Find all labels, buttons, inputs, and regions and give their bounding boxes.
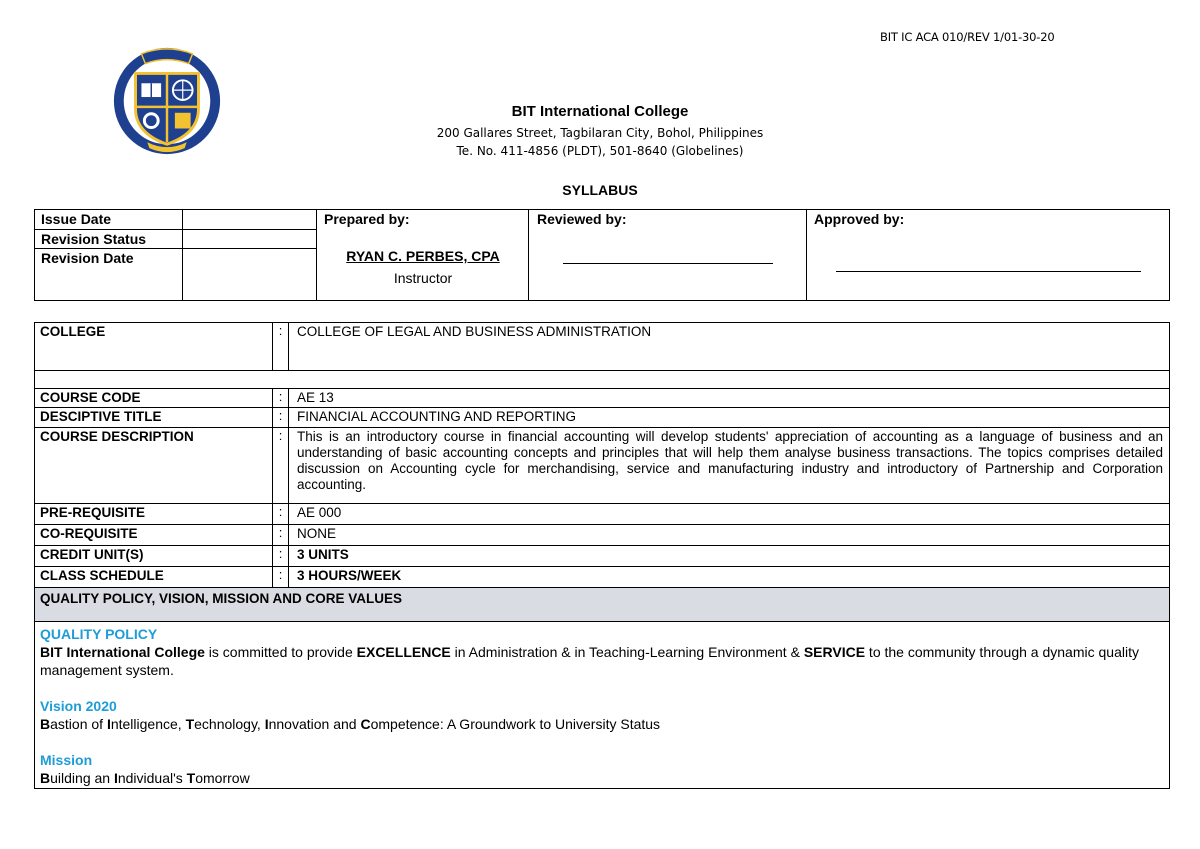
class-schedule-label: CLASS SCHEDULE — [40, 568, 164, 583]
quality-policy-heading: QUALITY POLICY — [40, 626, 158, 642]
college-name: BIT International College — [511, 103, 689, 120]
document-reference-code: BIT IC ACA 010/REV 1/01-30-20 — [880, 30, 1055, 44]
reviewer-signature-line — [563, 263, 773, 264]
class-schedule-value: 3 HOURS/WEEK — [297, 568, 402, 583]
table-row — [35, 525, 1169, 546]
colon-separator: : — [272, 567, 289, 587]
vision-heading: Vision 2020 — [40, 698, 117, 714]
preparer-title: Instructor — [393, 270, 453, 286]
colon-separator: : — [272, 525, 289, 545]
table-row — [35, 408, 1169, 428]
table-row — [35, 428, 1169, 504]
course-code-label: COURSE CODE — [40, 390, 141, 405]
mission-text: Building an Individual's Tomorrow — [40, 770, 250, 786]
table-row — [35, 389, 1169, 408]
table-row — [35, 323, 1169, 371]
value-column — [183, 210, 317, 300]
document-title: SYLLABUS — [562, 182, 638, 198]
course-description-value: This is an introductory course in financial accounting will develop students' appreciation of accounting as a language of business and an understanding of basic accounting concepts and principles that will help them analyse business transactions. The topics comprises detailed discussion on Accounting cycle for merchandising, service and manufacturing industry and introductory of Partnership and Corporation accounting. — [297, 429, 1163, 492]
corequisite-value: NONE — [297, 526, 337, 541]
vision-text: Bastion of Intelligence, Technology, Innovation and Competence: A Groundwork to University Status — [40, 716, 661, 732]
preparer-name: RYAN C. PERBES, CPA — [346, 248, 500, 264]
table-row-spacer — [35, 371, 1169, 389]
credit-units-label: CREDIT UNIT(S) — [40, 547, 144, 562]
course-info-table — [34, 322, 1170, 789]
table-row — [35, 504, 1169, 525]
course-description-label: COURSE DESCRIPTION — [40, 429, 194, 444]
table-row — [35, 546, 1169, 567]
college-seal-logo — [108, 40, 226, 158]
college-address: 200 Gallares Street, Tagbilaran City, Bohol, Philippines — [436, 126, 764, 140]
approver-signature-line — [836, 271, 1141, 272]
policy-section-title: QUALITY POLICY, VISION, MISSION AND CORE VALUES — [40, 591, 403, 606]
credit-units-value: 3 UNITS — [297, 547, 349, 562]
approved-by-label: Approved by: — [814, 211, 905, 227]
revision-date-label: Revision Date — [41, 250, 134, 266]
colon-separator: : — [272, 408, 289, 427]
quality-policy-text: BIT International College is committed to provide EXCELLENCE in Administration & in Teaching-Learning Environment & SERVICE to the community through a dynamic quality management system. — [40, 644, 1139, 678]
policy-section-header — [35, 588, 1169, 622]
colon-separator: : — [272, 323, 289, 370]
descriptive-title-label: DESCIPTIVE TITLE — [40, 409, 162, 424]
college-label: COLLEGE — [40, 324, 106, 339]
table-row — [35, 567, 1169, 588]
colon-separator: : — [272, 428, 289, 503]
approval-table — [34, 209, 1170, 301]
descriptive-title-value: FINANCIAL ACCOUNTING AND REPORTING — [297, 409, 577, 424]
reviewed-by-label: Reviewed by: — [537, 211, 627, 227]
issue-date-label: Issue Date — [41, 211, 112, 227]
course-code-value: AE 13 — [297, 390, 334, 405]
colon-separator: : — [272, 546, 289, 566]
college-value: COLLEGE OF LEGAL AND BUSINESS ADMINISTRATION — [297, 324, 652, 339]
corequisite-label: CO-REQUISITE — [40, 526, 138, 541]
college-contact: Te. No. 411-4856 (PLDT), 501-8640 (Globelines) — [456, 144, 744, 158]
mission-heading: Mission — [40, 752, 93, 768]
colon-separator: : — [272, 389, 289, 407]
revision-status-label: Revision Status — [41, 231, 147, 247]
prerequisite-value: AE 000 — [297, 505, 342, 520]
colon-separator: : — [272, 504, 289, 524]
prepared-by-label: Prepared by: — [324, 211, 410, 227]
prerequisite-label: PRE-REQUISITE — [40, 505, 146, 520]
